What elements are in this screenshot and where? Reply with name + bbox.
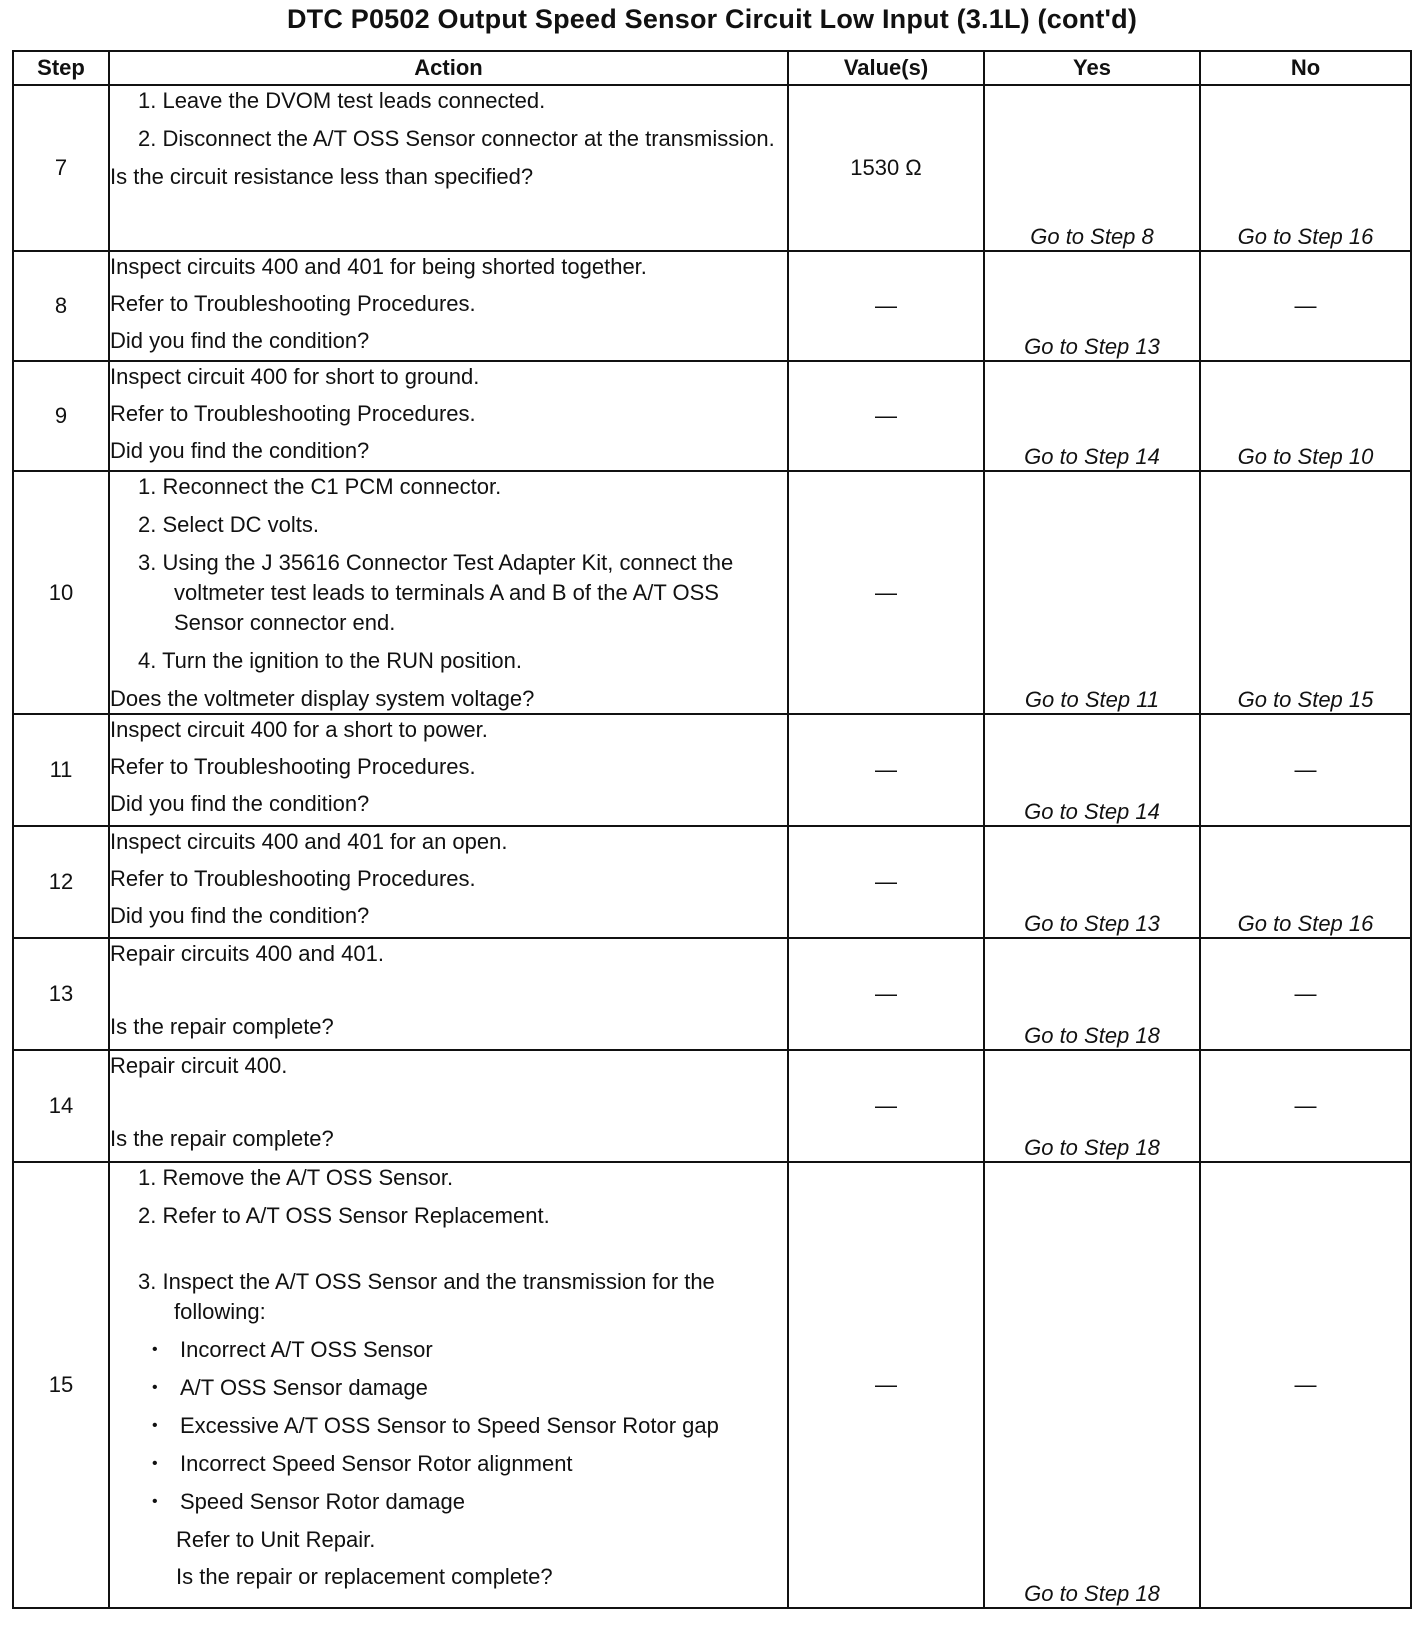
table-row	[13, 826, 1411, 938]
action-question: Did you find the condition?	[110, 438, 370, 463]
bullet-item: • Incorrect Speed Sensor Rotor alignment	[110, 1449, 787, 1479]
table-row	[13, 1162, 1411, 1608]
table-row	[13, 361, 1411, 471]
action-line: Repair circuits 400 and 401.	[110, 941, 384, 966]
no-link[interactable]: Go to Step 16	[1200, 826, 1411, 938]
refer-line: Refer to Unit Repair.	[176, 1527, 376, 1552]
no-cell: —	[1200, 938, 1411, 1050]
yes-link[interactable]: Go to Step 18	[984, 1162, 1200, 1608]
action-question: Does the voltmeter display system voltage?	[110, 686, 535, 711]
yes-link[interactable]: Go to Step 8	[984, 85, 1200, 251]
header-step: Step	[13, 51, 109, 85]
step-number: 11	[13, 714, 109, 826]
bullet-item: • Excessive A/T OSS Sensor to Speed Sensor Rotor gap	[110, 1411, 787, 1441]
step-number: 8	[13, 251, 109, 361]
action-item: 2. Refer to A/T OSS Sensor Replacement.	[138, 1203, 550, 1228]
diagnostic-table	[12, 50, 1412, 1609]
action-item: 2. Select DC volts.	[138, 512, 319, 537]
action-item: 3. Inspect the A/T OSS Sensor and the transmission for the following:	[138, 1269, 715, 1324]
step-number: 9	[13, 361, 109, 471]
no-cell: —	[1200, 1162, 1411, 1608]
value-cell: —	[788, 471, 984, 714]
action-cell	[109, 251, 788, 361]
value-cell: 1530 Ω	[788, 85, 984, 251]
action-line: Repair circuit 400.	[110, 1053, 288, 1078]
bullet-item: • Incorrect A/T OSS Sensor	[110, 1335, 787, 1365]
action-question: Is the repair complete?	[110, 1126, 334, 1151]
table-row	[13, 471, 1411, 714]
no-link[interactable]: Go to Step 15	[1200, 471, 1411, 714]
action-line: Inspect circuits 400 and 401 for being shorted together.	[110, 254, 647, 279]
header-action: Action	[109, 51, 788, 85]
action-question: Did you find the condition?	[110, 791, 370, 816]
action-question: Did you find the condition?	[110, 903, 370, 928]
yes-link[interactable]: Go to Step 14	[984, 361, 1200, 471]
bullet-item: • A/T OSS Sensor damage	[110, 1373, 787, 1403]
action-item: 2. Disconnect the A/T OSS Sensor connector at the transmission.	[138, 126, 775, 151]
no-cell: —	[1200, 1050, 1411, 1162]
action-question: Did you find the condition?	[110, 328, 370, 353]
action-question: Is the repair or replacement complete?	[176, 1564, 553, 1589]
action-cell	[109, 361, 788, 471]
action-cell	[109, 1162, 788, 1608]
action-line: Inspect circuit 400 for short to ground.	[110, 364, 480, 389]
table-row	[13, 251, 1411, 361]
header-value: Value(s)	[788, 51, 984, 85]
action-line: Refer to Troubleshooting Procedures.	[110, 754, 476, 779]
action-line: Inspect circuit 400 for a short to power.	[110, 717, 488, 742]
step-number: 7	[13, 85, 109, 251]
header-yes: Yes	[984, 51, 1200, 85]
action-cell	[109, 826, 788, 938]
yes-link[interactable]: Go to Step 18	[984, 938, 1200, 1050]
action-item: 1. Remove the A/T OSS Sensor.	[138, 1165, 454, 1190]
action-item: 1. Leave the DVOM test leads connected.	[138, 88, 546, 113]
table-row	[13, 938, 1411, 1050]
action-line: Refer to Troubleshooting Procedures.	[110, 291, 476, 316]
yes-link[interactable]: Go to Step 13	[984, 826, 1200, 938]
action-cell	[109, 471, 788, 714]
page-title: DTC P0502 Output Speed Sensor Circuit Low Input (3.1L) (cont'd)	[286, 4, 1138, 34]
yes-link[interactable]: Go to Step 13	[984, 251, 1200, 361]
value-cell: —	[788, 714, 984, 826]
step-number: 14	[13, 1050, 109, 1162]
action-cell	[109, 85, 788, 251]
action-cell	[109, 938, 788, 1050]
table-row	[13, 714, 1411, 826]
value-cell: —	[788, 1050, 984, 1162]
step-number: 10	[13, 471, 109, 714]
value-cell: —	[788, 361, 984, 471]
table-row	[13, 1050, 1411, 1162]
action-cell	[109, 1050, 788, 1162]
header-no: No	[1200, 51, 1411, 85]
table-row	[13, 85, 1411, 251]
no-link[interactable]: Go to Step 10	[1200, 361, 1411, 471]
action-line: Inspect circuits 400 and 401 for an open.	[110, 829, 508, 854]
no-cell: —	[1200, 251, 1411, 361]
bullet-item: • Speed Sensor Rotor damage	[110, 1487, 787, 1517]
yes-link[interactable]: Go to Step 11	[984, 471, 1200, 714]
table-header-row	[13, 51, 1411, 85]
action-item: 1. Reconnect the C1 PCM connector.	[138, 474, 502, 499]
value-cell: —	[788, 826, 984, 938]
action-line: Refer to Troubleshooting Procedures.	[110, 866, 476, 891]
step-number: 13	[13, 938, 109, 1050]
no-link[interactable]: Go to Step 16	[1200, 85, 1411, 251]
action-item: 4. Turn the ignition to the RUN position.	[138, 648, 522, 673]
action-question: Is the circuit resistance less than specified?	[110, 164, 534, 189]
value-cell: —	[788, 938, 984, 1050]
yes-link[interactable]: Go to Step 18	[984, 1050, 1200, 1162]
yes-link[interactable]: Go to Step 14	[984, 714, 1200, 826]
action-line: Refer to Troubleshooting Procedures.	[110, 401, 476, 426]
step-number: 12	[13, 826, 109, 938]
action-cell	[109, 714, 788, 826]
value-cell: —	[788, 251, 984, 361]
action-item: 3. Using the J 35616 Connector Test Adapter Kit, connect the voltmeter test leads to terminals A and B of the A/T OSS Sensor connector end.	[138, 550, 734, 635]
no-cell: —	[1200, 714, 1411, 826]
step-number: 15	[13, 1162, 109, 1608]
action-question: Is the repair complete?	[110, 1014, 334, 1039]
value-cell: —	[788, 1162, 984, 1608]
